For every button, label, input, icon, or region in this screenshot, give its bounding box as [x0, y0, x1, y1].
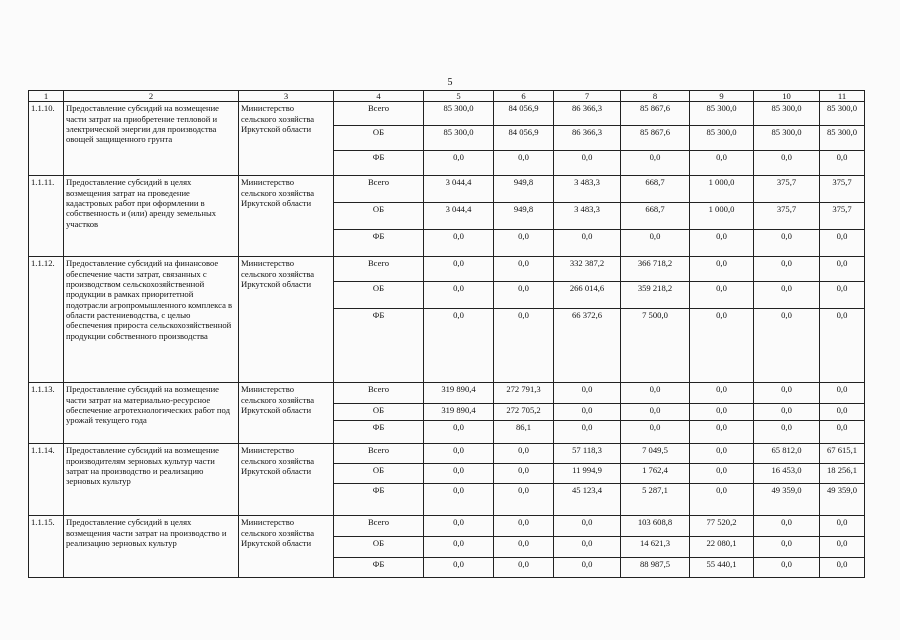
- item-number: 1.1.13.: [29, 383, 64, 444]
- funding-source: Всего: [334, 516, 424, 537]
- amount-cell: 77 520,2: [690, 516, 754, 537]
- amount-cell: 0,0: [554, 230, 621, 257]
- amount-cell: 0,0: [621, 404, 690, 421]
- amount-cell: 668,7: [621, 203, 690, 230]
- amount-cell: 7 049,5: [621, 444, 690, 464]
- funding-source: Всего: [334, 257, 424, 282]
- amount-cell: 0,0: [424, 484, 494, 516]
- amount-cell: 668,7: [621, 176, 690, 203]
- item-number: 1.1.15.: [29, 516, 64, 578]
- funding-source: Всего: [334, 444, 424, 464]
- column-header-9: 9: [690, 91, 754, 102]
- amount-cell: 0,0: [494, 151, 554, 176]
- amount-cell: 85 867,6: [621, 126, 690, 151]
- amount-cell: 1 000,0: [690, 176, 754, 203]
- amount-cell: 85 300,0: [754, 102, 820, 126]
- amount-cell: 1 762,4: [621, 464, 690, 484]
- funding-source: ФБ: [334, 484, 424, 516]
- amount-cell: 0,0: [424, 558, 494, 578]
- amount-cell: 0,0: [754, 151, 820, 176]
- table-row: [29, 176, 865, 203]
- amount-cell: 55 440,1: [690, 558, 754, 578]
- responsible-agency: Министерство сельского хозяйства Иркутской области: [239, 516, 334, 578]
- column-header-7: 7: [554, 91, 621, 102]
- amount-cell: 0,0: [820, 516, 865, 537]
- amount-cell: 86,1: [494, 421, 554, 444]
- amount-cell: 266 014,6: [554, 282, 621, 309]
- budget-table: [28, 90, 865, 578]
- column-header-1: 1: [29, 91, 64, 102]
- amount-cell: 66 372,6: [554, 309, 621, 383]
- amount-cell: 0,0: [820, 421, 865, 444]
- amount-cell: 11 994,9: [554, 464, 621, 484]
- funding-source: Всего: [334, 383, 424, 404]
- responsible-agency: Министерство сельского хозяйства Иркутской области: [239, 444, 334, 516]
- responsible-agency: Министерство сельского хозяйства Иркутской области: [239, 257, 334, 383]
- column-header-11: 11: [820, 91, 865, 102]
- funding-source: ОБ: [334, 537, 424, 558]
- column-header-2: 2: [64, 91, 239, 102]
- funding-source: ФБ: [334, 309, 424, 383]
- amount-cell: 0,0: [424, 421, 494, 444]
- amount-cell: 84 056,9: [494, 102, 554, 126]
- amount-cell: 0,0: [690, 282, 754, 309]
- table-row: [29, 444, 865, 464]
- amount-cell: 375,7: [820, 176, 865, 203]
- funding-source: Всего: [334, 102, 424, 126]
- item-description: Предоставление субсидий на возмещение части затрат на приобретение тепловой и электрической энергии для производства овощей защищенного грунта: [64, 102, 239, 176]
- item-number: 1.1.14.: [29, 444, 64, 516]
- amount-cell: 0,0: [754, 421, 820, 444]
- item-description: Предоставление субсидий в целях возмещения затрат на проведение кадастровых работ при оформлении в собственность и (или) аренду земельных участков: [64, 176, 239, 257]
- amount-cell: 16 453,0: [754, 464, 820, 484]
- column-header-6: 6: [494, 91, 554, 102]
- amount-cell: 359 218,2: [621, 282, 690, 309]
- amount-cell: 0,0: [754, 558, 820, 578]
- amount-cell: 0,0: [820, 230, 865, 257]
- amount-cell: 272 791,3: [494, 383, 554, 404]
- amount-cell: 0,0: [820, 257, 865, 282]
- amount-cell: 949,8: [494, 203, 554, 230]
- amount-cell: 85 300,0: [754, 126, 820, 151]
- amount-cell: 0,0: [754, 383, 820, 404]
- amount-cell: 49 359,0: [754, 484, 820, 516]
- amount-cell: 375,7: [754, 176, 820, 203]
- amount-cell: 0,0: [554, 516, 621, 537]
- amount-cell: 3 044,4: [424, 203, 494, 230]
- column-header-10: 10: [754, 91, 820, 102]
- amount-cell: 0,0: [424, 309, 494, 383]
- amount-cell: 0,0: [424, 444, 494, 464]
- amount-cell: 85 300,0: [820, 102, 865, 126]
- amount-cell: 7 500,0: [621, 309, 690, 383]
- funding-source: Всего: [334, 176, 424, 203]
- amount-cell: 0,0: [554, 421, 621, 444]
- table-body: [29, 102, 865, 578]
- responsible-agency: Министерство сельского хозяйства Иркутской области: [239, 383, 334, 444]
- amount-cell: 0,0: [621, 151, 690, 176]
- amount-cell: 85 300,0: [690, 102, 754, 126]
- amount-cell: 85 867,6: [621, 102, 690, 126]
- amount-cell: 0,0: [494, 484, 554, 516]
- amount-cell: 5 287,1: [621, 484, 690, 516]
- amount-cell: 0,0: [424, 230, 494, 257]
- amount-cell: 0,0: [754, 404, 820, 421]
- table-row: [29, 383, 865, 404]
- amount-cell: 319 890,4: [424, 383, 494, 404]
- amount-cell: 0,0: [690, 151, 754, 176]
- amount-cell: 85 300,0: [690, 126, 754, 151]
- amount-cell: 1 000,0: [690, 203, 754, 230]
- item-number: 1.1.10.: [29, 102, 64, 176]
- amount-cell: 0,0: [754, 516, 820, 537]
- amount-cell: 45 123,4: [554, 484, 621, 516]
- table-row: [29, 102, 865, 126]
- amount-cell: 0,0: [690, 444, 754, 464]
- amount-cell: 0,0: [424, 151, 494, 176]
- column-header-3: 3: [239, 91, 334, 102]
- responsible-agency: Министерство сельского хозяйства Иркутской области: [239, 176, 334, 257]
- amount-cell: 3 044,4: [424, 176, 494, 203]
- amount-cell: 0,0: [820, 558, 865, 578]
- column-header-5: 5: [424, 91, 494, 102]
- amount-cell: 88 987,5: [621, 558, 690, 578]
- item-number: 1.1.11.: [29, 176, 64, 257]
- amount-cell: 0,0: [554, 383, 621, 404]
- funding-source: ОБ: [334, 203, 424, 230]
- amount-cell: 0,0: [690, 421, 754, 444]
- amount-cell: 0,0: [494, 444, 554, 464]
- item-number: 1.1.12.: [29, 257, 64, 383]
- amount-cell: 0,0: [494, 282, 554, 309]
- amount-cell: 0,0: [424, 516, 494, 537]
- funding-source: ФБ: [334, 151, 424, 176]
- table-row: [29, 516, 865, 537]
- amount-cell: 0,0: [424, 464, 494, 484]
- item-description: Предоставление субсидий на возмещение части затрат на материально-ресурсное обеспечение агротехнологических работ под урожай текущего года: [64, 383, 239, 444]
- amount-cell: 0,0: [754, 230, 820, 257]
- amount-cell: 0,0: [754, 257, 820, 282]
- amount-cell: 0,0: [621, 383, 690, 404]
- amount-cell: 375,7: [820, 203, 865, 230]
- amount-cell: 0,0: [424, 282, 494, 309]
- amount-cell: 0,0: [820, 383, 865, 404]
- amount-cell: 0,0: [494, 516, 554, 537]
- amount-cell: 0,0: [424, 257, 494, 282]
- amount-cell: 0,0: [554, 151, 621, 176]
- amount-cell: 0,0: [754, 282, 820, 309]
- responsible-agency: Министерство сельского хозяйства Иркутской области: [239, 102, 334, 176]
- amount-cell: 0,0: [494, 464, 554, 484]
- amount-cell: 0,0: [494, 257, 554, 282]
- amount-cell: 22 080,1: [690, 537, 754, 558]
- amount-cell: 0,0: [690, 383, 754, 404]
- amount-cell: 0,0: [690, 464, 754, 484]
- amount-cell: 3 483,3: [554, 203, 621, 230]
- amount-cell: 949,8: [494, 176, 554, 203]
- amount-cell: 0,0: [621, 230, 690, 257]
- amount-cell: 0,0: [820, 282, 865, 309]
- header-row: [29, 91, 865, 102]
- amount-cell: 0,0: [690, 404, 754, 421]
- table-header: [29, 91, 865, 102]
- amount-cell: 0,0: [690, 484, 754, 516]
- amount-cell: 0,0: [820, 537, 865, 558]
- column-header-8: 8: [621, 91, 690, 102]
- amount-cell: 0,0: [494, 309, 554, 383]
- amount-cell: 332 387,2: [554, 257, 621, 282]
- amount-cell: 0,0: [754, 309, 820, 383]
- item-description: Предоставление субсидий на финансовое обеспечение части затрат, связанных с производством сельскохозяйственной продукции в рамках приоритетной подотрасли агропромышленного комплекса в области растениеводства, с целью обеспечения прироста сельскохозяйственной продукции собственного производства: [64, 257, 239, 383]
- amount-cell: 86 366,3: [554, 102, 621, 126]
- amount-cell: 0,0: [554, 404, 621, 421]
- amount-cell: 103 608,8: [621, 516, 690, 537]
- amount-cell: 49 359,0: [820, 484, 865, 516]
- amount-cell: 0,0: [820, 309, 865, 383]
- funding-source: ФБ: [334, 230, 424, 257]
- amount-cell: 14 621,3: [621, 537, 690, 558]
- amount-cell: 0,0: [820, 404, 865, 421]
- amount-cell: 375,7: [754, 203, 820, 230]
- amount-cell: 0,0: [424, 537, 494, 558]
- amount-cell: 85 300,0: [820, 126, 865, 151]
- amount-cell: 85 300,0: [424, 126, 494, 151]
- funding-source: ФБ: [334, 421, 424, 444]
- amount-cell: 366 718,2: [621, 257, 690, 282]
- amount-cell: 86 366,3: [554, 126, 621, 151]
- amount-cell: 18 256,1: [820, 464, 865, 484]
- amount-cell: 0,0: [554, 558, 621, 578]
- amount-cell: 272 705,2: [494, 404, 554, 421]
- amount-cell: 0,0: [690, 309, 754, 383]
- funding-source: ОБ: [334, 404, 424, 421]
- amount-cell: 57 118,3: [554, 444, 621, 464]
- amount-cell: 0,0: [820, 151, 865, 176]
- amount-cell: 0,0: [554, 537, 621, 558]
- page-number: 5: [447, 77, 453, 88]
- funding-source: ФБ: [334, 558, 424, 578]
- amount-cell: 0,0: [690, 230, 754, 257]
- item-description: Предоставление субсидий в целях возмещения части затрат на производство и реализацию зерновых культур: [64, 516, 239, 578]
- amount-cell: 3 483,3: [554, 176, 621, 203]
- amount-cell: 85 300,0: [424, 102, 494, 126]
- funding-source: ОБ: [334, 126, 424, 151]
- amount-cell: 84 056,9: [494, 126, 554, 151]
- amount-cell: 0,0: [754, 537, 820, 558]
- table-row: [29, 257, 865, 282]
- amount-cell: 0,0: [494, 537, 554, 558]
- item-description: Предоставление субсидий на возмещение производителям зерновых культур части затрат на производство и реализацию зерновых культур: [64, 444, 239, 516]
- amount-cell: 0,0: [494, 558, 554, 578]
- funding-source: ОБ: [334, 282, 424, 309]
- amount-cell: 0,0: [621, 421, 690, 444]
- amount-cell: 0,0: [494, 230, 554, 257]
- column-header-4: 4: [334, 91, 424, 102]
- amount-cell: 0,0: [690, 257, 754, 282]
- amount-cell: 67 615,1: [820, 444, 865, 464]
- funding-source: ОБ: [334, 464, 424, 484]
- amount-cell: 65 812,0: [754, 444, 820, 464]
- amount-cell: 319 890,4: [424, 404, 494, 421]
